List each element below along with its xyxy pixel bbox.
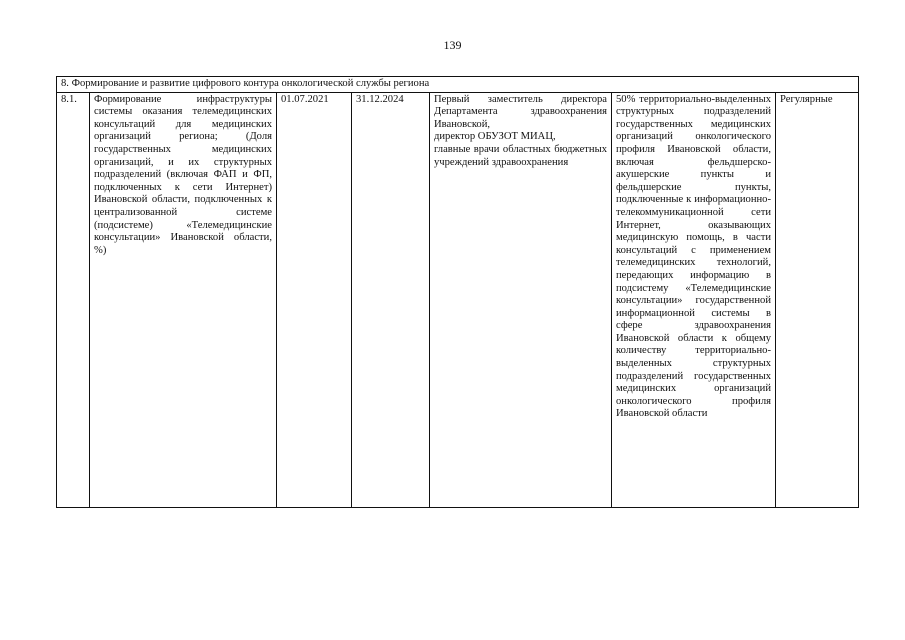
expected-result: 50% территориально-выделенных структурных подразделений государственных медицинских организаций онкологического профиля Ивановской области, включая фельдшерско-акушерские пункты и фельдшерские пункты, подключенные к информационно-телекоммуникационной сети Интернет, оказывающих медицинскую помощь, в части консультаций с применением телемедицинских технологий, передающих информацию в подсистему «Телемедицинские консультации» государственной информационной системы в сфере здравоохранения Ивановской области к общему количеству территориально-выделенных структурных подразделений государственных медицинских организаций онкологического профиля Ивановской области [612,92,776,507]
section-title: 8. Формирование и развитие цифрового контура онкологической службы региона [57,77,859,93]
end-date: 31.12.2024 [352,92,430,507]
section-row [57,77,859,93]
start-date: 01.07.2021 [277,92,352,507]
row-number: 8.1. [57,92,90,507]
table-row [57,92,859,507]
task-description: Формирование инфраструктуры системы оказания телемедицинских консультаций для медицинских организаций региона; (Доля государственных медицинских организаций, и их структурных подразделений (включая ФАП и ФП, подключенных к сети Интернет) Ивановской области, подключенных к централизованной системе (подсистеме) «Телемедицинские консультации» Ивановской области, %) [90,92,277,507]
responsible-persons: Первый заместитель директора Департамента здравоохранения Ивановской, директор ОБУЗОТ МИАЦ, главные врачи областных бюджетных учреждений здравоохранения [430,92,612,507]
plan-table [56,76,859,508]
page-number: 139 [443,38,462,52]
execution-type: Регулярные [776,92,859,507]
